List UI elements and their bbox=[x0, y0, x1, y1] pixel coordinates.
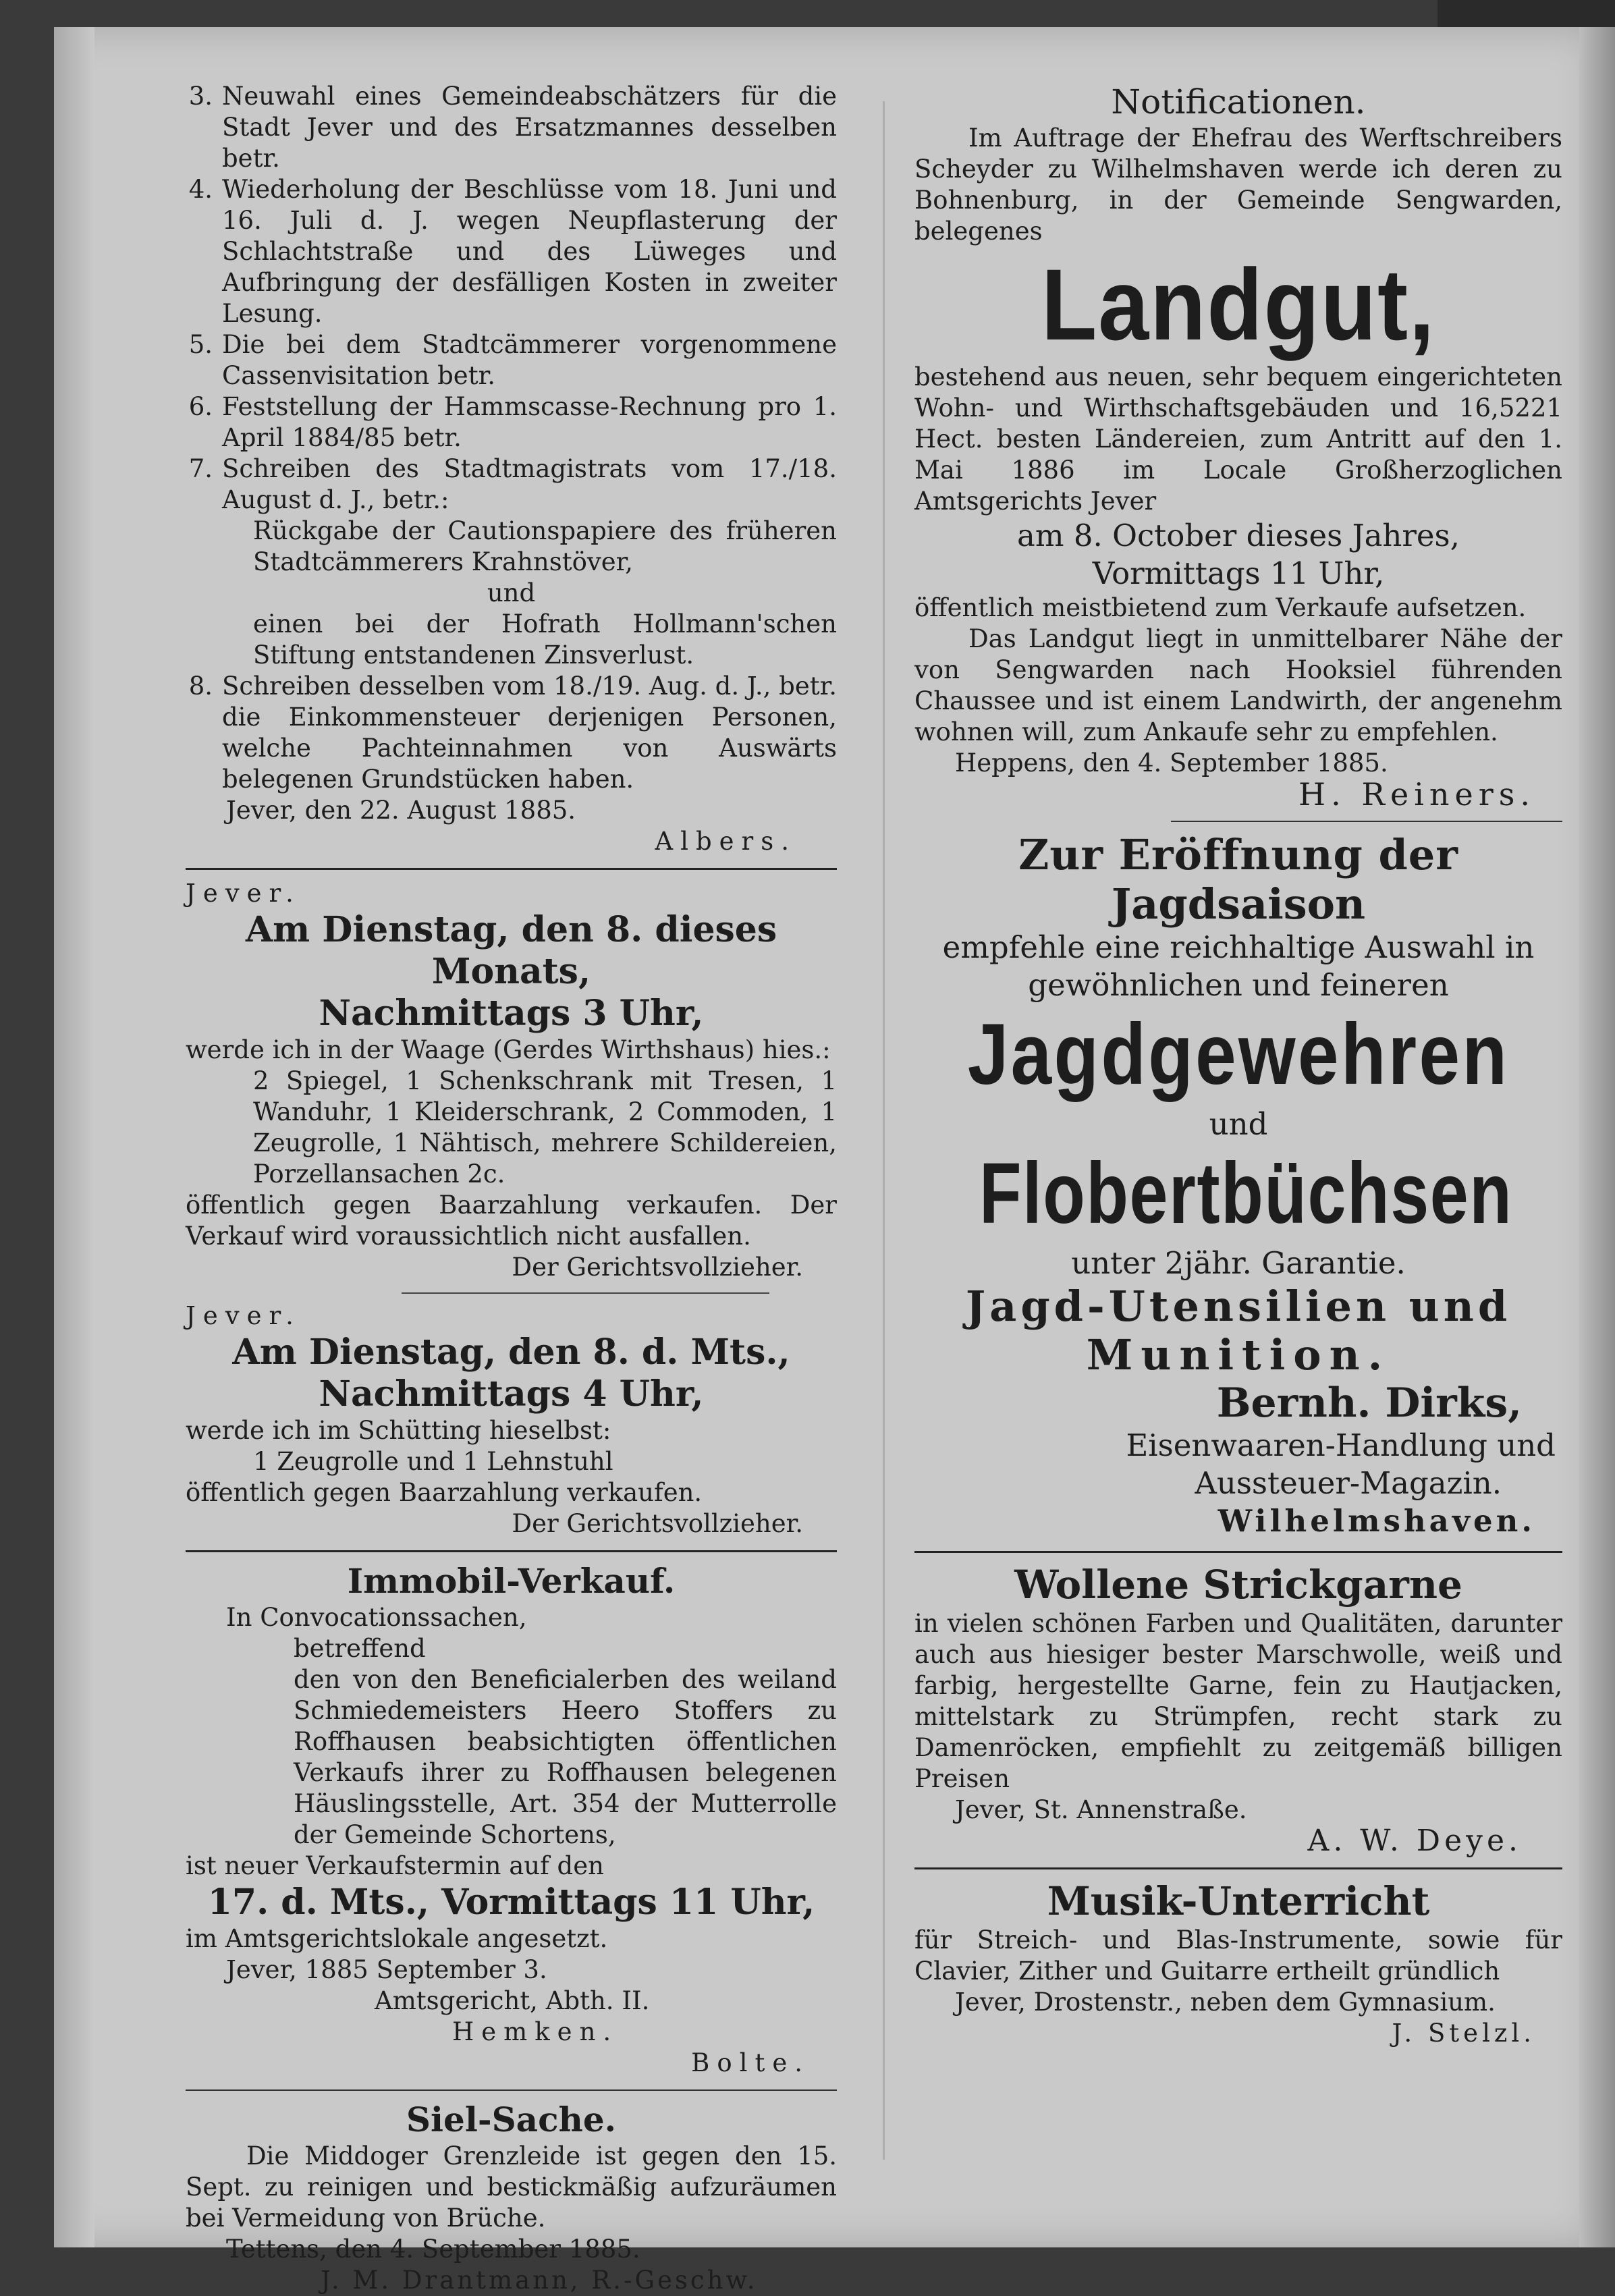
ad-line: empfehle eine reichhaltige Auswahl in bbox=[942, 929, 1535, 965]
ad-body: in vielen schönen Farben und Qualitäten, darunter auch aus hiesiger bester Marschwolle, weiß und farbig, hergestellte Garne, fein zu Hautjacken, mittelstark zu Strümpfen, recht stark zu Damenröcken, empfiehlt zu zeitgemäß billigen Preisen bbox=[914, 1609, 1562, 1793]
agenda-item bbox=[186, 671, 837, 795]
agenda-text: Wiederholung der Beschlüsse vom 18. Juni und 16. Juli d. J. wegen Neupflasterung der Schlachtstraße und des Lüweges und Aufbringung der desfälligen Kosten in zweiter Lesung. bbox=[222, 175, 837, 328]
notice-date: 17. d. Mts., Vormittags 11 Uhr, bbox=[207, 1882, 815, 1923]
auction-items: 2 Spiegel, 1 Schenkschrank mit Tresen, 1 Wanduhr, 1 Kleiderschrank, 2 Commoden, 1 Zeugrolle, 1 Nähtisch, mehrere Schildereien, Porzellansachen 2c. bbox=[253, 1066, 837, 1188]
agenda-text: Die bei dem Stadtcämmerer vorgenommene Cassenvisitation betr. bbox=[222, 330, 837, 390]
notice-line: Jever, 1885 September 3. bbox=[226, 1955, 547, 1984]
notice-body: den von den Beneficialerben des weiland Schmiedemeisters Heero Stoffers zu Roffhausen beabsichtigten öffentlichen Verkaufs ihrer zu Roffhausen belegenen Häuslingsstelle, Art. 354 der Mutterrolle der Gemeinde Schortens, bbox=[294, 1665, 837, 1849]
ad-line: gewöhnlichen und feineren bbox=[1028, 967, 1449, 1003]
divider-rule bbox=[1171, 821, 1562, 822]
auction-close: öffentlich gegen Baarzahlung verkaufen. Der Verkauf wird voraussichtlich nicht ausfallen. bbox=[186, 1191, 837, 1251]
column-divider bbox=[883, 101, 885, 2160]
agenda-number: 5. bbox=[188, 330, 213, 359]
auction-notice-2 bbox=[186, 1301, 837, 1539]
agenda-number: 8. bbox=[188, 672, 213, 701]
flobertbuechsen-headline: Flobertbüchsen bbox=[979, 1145, 1513, 1242]
notice-line: ist neuer Verkaufstermin auf den bbox=[186, 1851, 604, 1880]
ad-place: Jever, St. Annenstraße. bbox=[955, 1795, 1247, 1824]
merchant-city: Wilhelmshaven. bbox=[1217, 1503, 1535, 1539]
scan-background bbox=[1438, 0, 1615, 27]
auction-intro: werde ich im Schütting hieselbst: bbox=[186, 1416, 611, 1445]
auction-time: Nachmittags 4 Uhr, bbox=[319, 1373, 704, 1415]
agenda-item bbox=[186, 454, 837, 516]
signer: A. W. Deye. bbox=[1307, 1824, 1522, 1858]
agenda-item bbox=[186, 329, 837, 391]
ad-title: Musik-Unterricht bbox=[1047, 1878, 1430, 1924]
signer: Der Gerichtsvollzieher. bbox=[512, 1253, 803, 1282]
notice-note: Das Landgut liegt in unmittelbarer Nähe der von Sengwarden nach Hooksiel führenden Chaussee und ist einem Landwirth, der angenehm wohnen will, zum Ankaufe sehr zu empfehlen. bbox=[914, 624, 1562, 746]
dateline: Tettens, den 4. September 1885. bbox=[226, 2235, 640, 2264]
agenda-item bbox=[186, 81, 837, 174]
notice-title: Immobil-Verkauf. bbox=[347, 1561, 676, 1601]
merchant-shop: Aussteuer-Magazin. bbox=[1195, 1465, 1502, 1501]
strickgarne-ad bbox=[914, 1561, 1562, 1857]
immobil-notice bbox=[186, 1560, 837, 2079]
agenda-subitem: Rückgabe der Cautionspapiere des früheren Stadtcämmerers Krahnstöver, bbox=[253, 516, 837, 576]
page-edge bbox=[1579, 27, 1615, 2247]
agenda-number: 6. bbox=[188, 392, 213, 421]
agenda-list bbox=[186, 81, 837, 857]
agenda-number: 7. bbox=[188, 454, 213, 483]
divider-rule bbox=[186, 868, 837, 870]
ad-place: Jever, Drostenstr., neben dem Gymnasium. bbox=[955, 1988, 1496, 2017]
notice-line: im Amtsgerichtslokale angesetzt. bbox=[186, 1924, 608, 1953]
ad-headline: Jagdsaison bbox=[1111, 879, 1366, 929]
page-gutter bbox=[54, 27, 94, 2247]
divider-rule bbox=[186, 1550, 837, 1552]
notice-intro: Im Auftrage der Ehefrau des Werftschreibers Scheyder zu Wilhelmshaven werde ich deren zu Bohnenburg, in der Gemeinde Sengwarden, belegenes bbox=[914, 124, 1562, 246]
jagdgewehren-headline: Jagdgewehren bbox=[967, 1006, 1510, 1103]
ad-line: unter 2jähr. Garantie. bbox=[1071, 1245, 1406, 1281]
divider-rule bbox=[914, 1867, 1562, 1869]
auction-notice-1 bbox=[186, 878, 837, 1283]
notice-title: Siel-Sache. bbox=[406, 2100, 617, 2139]
notice-line: Hemken. bbox=[452, 2017, 619, 2046]
notice-body: bestehend aus neuen, sehr bequem eingerichteten Wohn- und Wirthschaftsgebäuden und 16,5221 Hect. besten Ländereien, zum Antritt auf den 1. Mai 1886 im Locale Großherzoglichen Amtsgerichts Jever bbox=[914, 362, 1562, 516]
ad-body: für Streich- und Blas-Instrumente, sowie für Clavier, Zither und Guitarre ertheilt gründlich bbox=[914, 1925, 1562, 1986]
auction-time: Nachmittags 3 Uhr, bbox=[319, 993, 704, 1034]
signer: Der Gerichtsvollzieher. bbox=[512, 1509, 803, 1538]
notice-line: betreffend bbox=[294, 1634, 426, 1663]
signer: J. Stelzl. bbox=[1392, 2019, 1535, 2048]
signer: J. M. Drantmann, R.-Geschw. bbox=[321, 2266, 758, 2295]
agenda-number: 4. bbox=[188, 175, 213, 204]
agenda-text: Feststellung der Hammscasse-Rechnung pro 1. April 1884/85 betr. bbox=[222, 392, 837, 452]
auction-date: Am Dienstag, den 8. d. Mts., bbox=[232, 1332, 790, 1373]
agenda-text: Schreiben desselben vom 18./19. Aug. d. J., betr. die Einkommensteuer derjenigen Personen, welche Pachteinnahmen von Auswärts belegenen Grundstücken haben. bbox=[222, 672, 837, 794]
dateline: Jever, den 22. August 1885. bbox=[226, 796, 576, 825]
notice-body: Die Middoger Grenzleide ist gegen den 15. Sept. zu reinigen und bestickmäßig aufzuräumen bei Vermeidung von Brüche. bbox=[186, 2141, 837, 2233]
divider-rule bbox=[402, 1292, 769, 1294]
jagd-ad bbox=[914, 830, 1562, 1540]
merchant-name: Bernh. Dirks, bbox=[1216, 1379, 1522, 1427]
auction-intro: werde ich in der Waage (Gerdes Wirthshaus) hies.: bbox=[186, 1035, 831, 1064]
ad-headline: Zur Eröffnung der bbox=[1018, 830, 1458, 879]
agenda-subitem: einen bei der Hofrath Hollmann'schen Stiftung entstandenen Zinsverlust. bbox=[253, 609, 837, 669]
agenda-number: 3. bbox=[188, 82, 213, 111]
merchant-shop: Eisenwaaren-Handlung und bbox=[1126, 1427, 1556, 1463]
place-heading: Jever. bbox=[186, 879, 301, 908]
notice-line: Amtsgericht, Abth. II. bbox=[375, 1986, 650, 2015]
notice-title: Notificationen. bbox=[1111, 82, 1366, 121]
signer: H. Reiners. bbox=[1298, 776, 1535, 813]
ad-headline: Munition. bbox=[1086, 1330, 1391, 1379]
right-column bbox=[914, 81, 1562, 2049]
place-heading: Jever. bbox=[186, 1301, 301, 1330]
auction-items: 1 Zeugrolle und 1 Lehnstuhl bbox=[253, 1447, 613, 1476]
ad-conjunction: und bbox=[1209, 1106, 1268, 1142]
landgut-notice bbox=[914, 81, 1562, 813]
divider-rule bbox=[914, 1551, 1562, 1553]
divider-rule bbox=[186, 2089, 837, 2091]
agenda-text: Neuwahl eines Gemeindeabschätzers für die Stadt Jever und des Ersatzmannes desselben betr. bbox=[222, 82, 837, 173]
agenda-item bbox=[186, 174, 837, 329]
auction-date: am 8. October dieses Jahres, bbox=[1017, 518, 1460, 553]
siel-notice bbox=[186, 2099, 837, 2296]
auction-date: Am Dienstag, den 8. dieses Monats, bbox=[245, 909, 777, 992]
notice-close: öffentlich meistbietend zum Verkaufe aufsetzen. bbox=[914, 593, 1527, 622]
notice-line: In Convocationssachen, bbox=[226, 1603, 527, 1632]
left-column bbox=[186, 81, 837, 2296]
musik-ad bbox=[914, 1878, 1562, 2049]
ad-headline: Jagd-Utensilien und bbox=[965, 1282, 1512, 1331]
dateline: Heppens, den 4. September 1885. bbox=[955, 748, 1388, 777]
agenda-text: Schreiben des Stadtmagistrats vom 17./18. August d. J., betr.: bbox=[222, 454, 837, 514]
auction-close: öffentlich gegen Baarzahlung verkaufen. bbox=[186, 1478, 703, 1507]
signer: Bolte. bbox=[691, 2048, 810, 2077]
signature: Albers. bbox=[655, 827, 796, 856]
auction-time: Vormittags 11 Uhr, bbox=[1092, 555, 1385, 591]
agenda-conjunction: und bbox=[487, 578, 536, 607]
landgut-headline: Landgut, bbox=[1041, 248, 1436, 361]
ad-title: Wollene Strickgarne bbox=[1014, 1562, 1462, 1608]
agenda-item bbox=[186, 391, 837, 454]
